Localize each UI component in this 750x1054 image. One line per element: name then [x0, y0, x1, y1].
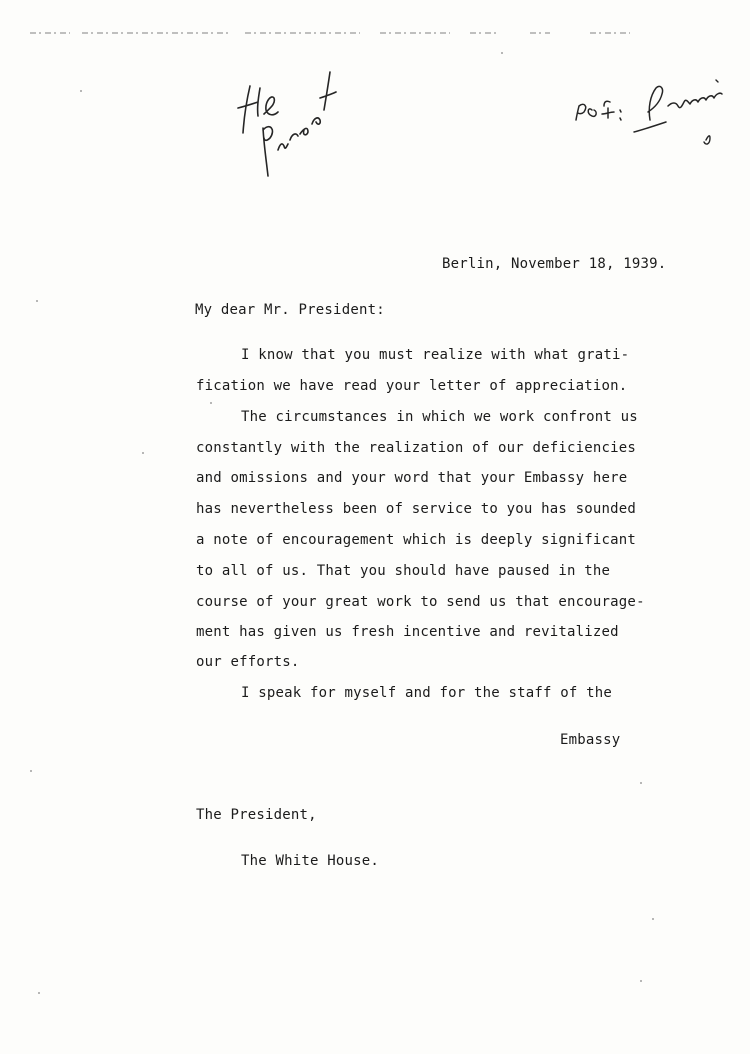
scan-speck	[210, 402, 212, 404]
body-line-2: fication we have read your letter of appreciation.	[196, 378, 628, 394]
scan-speck	[36, 300, 38, 302]
page-continuation-word: Embassy	[560, 732, 621, 748]
body-line-8: to all of us. That you should have paused in the	[196, 563, 611, 579]
scan-edge-line	[30, 30, 670, 36]
scan-speck	[30, 770, 32, 772]
body-line-12: I speak for myself and for the staff of the	[241, 685, 613, 701]
body-line-7: a note of encouragement which is deeply significant	[196, 532, 637, 548]
body-line-10: ment has given us fresh incentive and revitalized	[196, 624, 619, 640]
addressee-line-1: The President,	[196, 807, 317, 823]
scan-speck	[501, 52, 503, 54]
scan-speck	[80, 90, 82, 92]
scan-speck	[640, 782, 642, 784]
body-line-9: course of your great work to send us that encourage-	[196, 594, 645, 610]
scan-speck	[640, 980, 642, 982]
scan-speck	[652, 918, 654, 920]
body-line-11: our efforts.	[196, 654, 300, 670]
salutation: My dear Mr. President:	[195, 302, 385, 318]
body-line-5: and omissions and your word that your Embassy here	[196, 470, 628, 486]
body-line-3: The circumstances in which we work confront us	[241, 409, 638, 425]
body-line-6: has nevertheless been of service to you has sounded	[196, 501, 637, 517]
body-line-1: I know that you must realize with what grati-	[241, 347, 630, 363]
dateline: Berlin, November 18, 1939.	[442, 256, 667, 272]
scan-speck	[38, 992, 40, 994]
body-line-4: constantly with the realization of our deficiencies	[196, 440, 637, 456]
addressee-line-2: The White House.	[241, 853, 380, 869]
handwritten-annotation-right	[570, 58, 740, 158]
handwritten-annotation-left	[228, 58, 348, 188]
scan-speck	[142, 452, 144, 454]
